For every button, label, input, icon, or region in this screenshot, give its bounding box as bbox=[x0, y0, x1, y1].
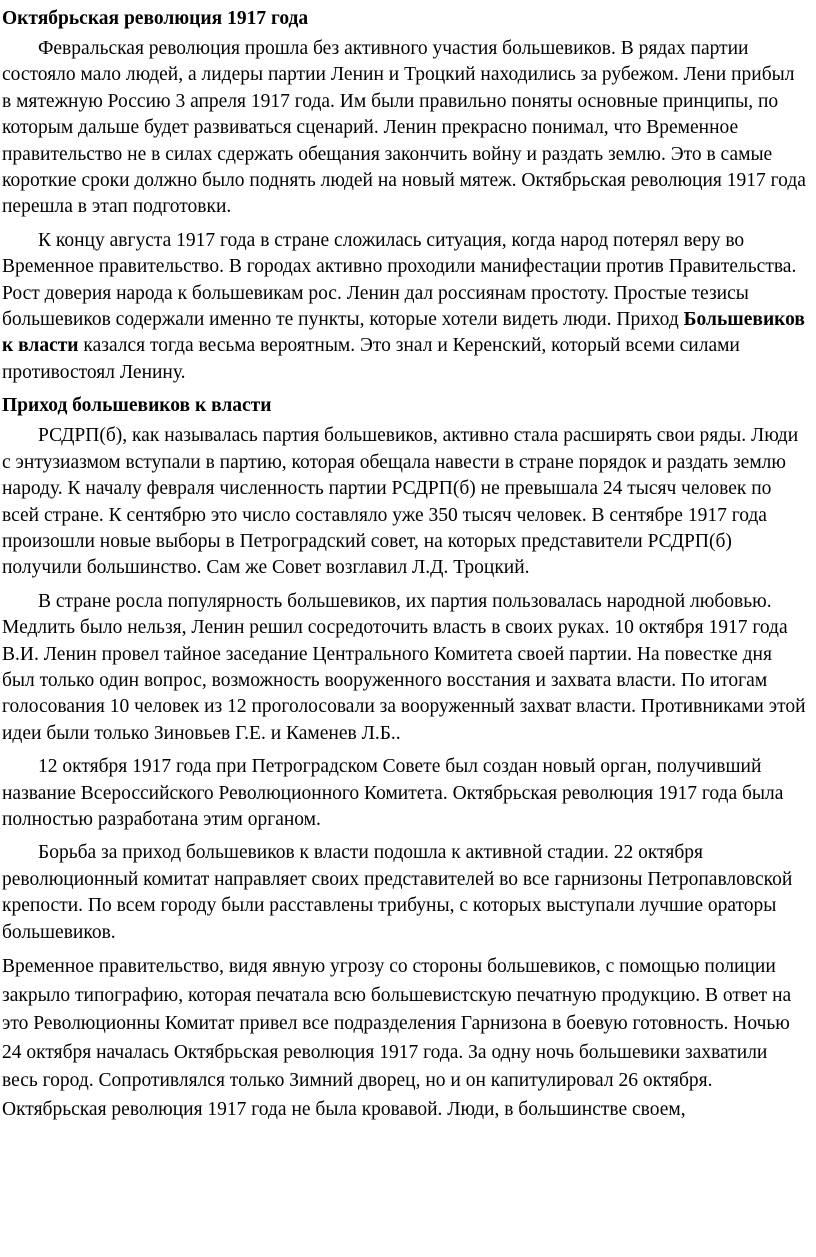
paragraph-revolutionary-committee: 12 октября 1917 года при Петроградском Совете был создан новый орган, получивший название Всероссийского Революционного Комитета. Октябрьская революция 1917 года была полностью разработана этим органом. bbox=[2, 756, 784, 830]
paragraph-active-stage: Борьба за приход большевиков к власти подошла к активной стадии. 22 октября революционный комитат направляет своих представителей во все гарнизоны Петропавловской крепости. По всем городу были расставлены трибуны, с которых выступали лучшие ораторы большевиков. bbox=[2, 842, 793, 943]
document-title: Октябрьская революция 1917 года bbox=[2, 8, 309, 29]
paragraph-rsdrp-growth: РСДРП(б), как называлась партия большевиков, активно стала расширять свои ряды. Люди с энтузиазмом вступали в партию, которая обещала навести в стране порядок и раздать землю народу. К началу февраля численность партии РСДРП(б) не превышала 24 тысяч человек по всей стране. К сентябрю это число составляло уже 350 тысяч человек. В сентябре 1917 года произошли новые выборы в Петроградский совет, на которых представители РСДРП(б) получили большинство. Сам же Совет возглавил Л.Д. Троцкий. bbox=[2, 425, 799, 579]
paragraph-central-committee: В стране росла популярность большевиков, их партия пользовалась народной любовью. Медлить было нельзя, Ленин решил сосредоточить власть в своих руках. 10 октября 1917 года В.И. Ленин провел тайное заседание Центрального Комитета своей партии. На повестке дня был только один вопрос, возможность вооруженного восстания и захвата власти. По итогам голосования 10 человек из 12 проголосовали за вооруженный захват власти. Противниками этой идеи были только Зиновьев Г.Е. и Каменев Л.Б.. bbox=[2, 590, 806, 744]
bold-phrase-bolsheviks-to-power: Большевиков к власти bbox=[2, 309, 805, 357]
paragraph-february-revolution: Февральская революция прошла без активного участия большевиков. В рядах партии состояло мало людей, а лидеры партии Ленин и Троцкий находились за рубежом. Лени прибыл в мятежную Россию 3 апреля 1917 года. Им были правильно поняты основные принципы, по которым дальше будет развиваться сценарий. Ленин прекрасно понимал, что Временное правительство не в силах сдержать обещания закончить войну и раздать землю. Это в самые короткие сроки должно было поднять людей на новый мятеж. Октябрьская революция 1917 года перешла в этап подготовки. bbox=[2, 38, 806, 218]
paragraph-august-situation bbox=[2, 228, 806, 386]
paragraph-august-text-start: К концу августа 1917 года в стране сложилась ситуация, когда народ потерял веру во Временное правительство. В городах активно проходили манифестации против Правительства. Рост доверия народа к большевикам рос. Ленин дал россиянам простоту. Простые тезисы большевиков содержали именно те пункты, которые хотели видеть люди. Приход bbox=[2, 229, 797, 331]
paragraph-provisional-government: Временное правительство, видя явную угрозу со стороны большевиков, с помощью полиции закрыло типографию, которая печатала всю большевистскую печатную продукцию. В ответ на это Революционны Комитат привел все подразделения Гарнизона в боевую готовность. Ночью 24 октября началась Октябрьская революция 1917 года. За одну ночь большевики захватили весь город. Сопротивлялся только Зимний дворец, но и он капитулировал 26 октября. Октябрьская революция 1917 года не была кровавой. Люди, в большинстве своем, bbox=[2, 956, 792, 1120]
paragraph-august-text-end: казался тогда весьма вероятным. Это знал и Керенский, который всеми силами противостоял Ленину. bbox=[2, 335, 740, 383]
section-heading: Приход большевиков к власти bbox=[2, 395, 272, 417]
